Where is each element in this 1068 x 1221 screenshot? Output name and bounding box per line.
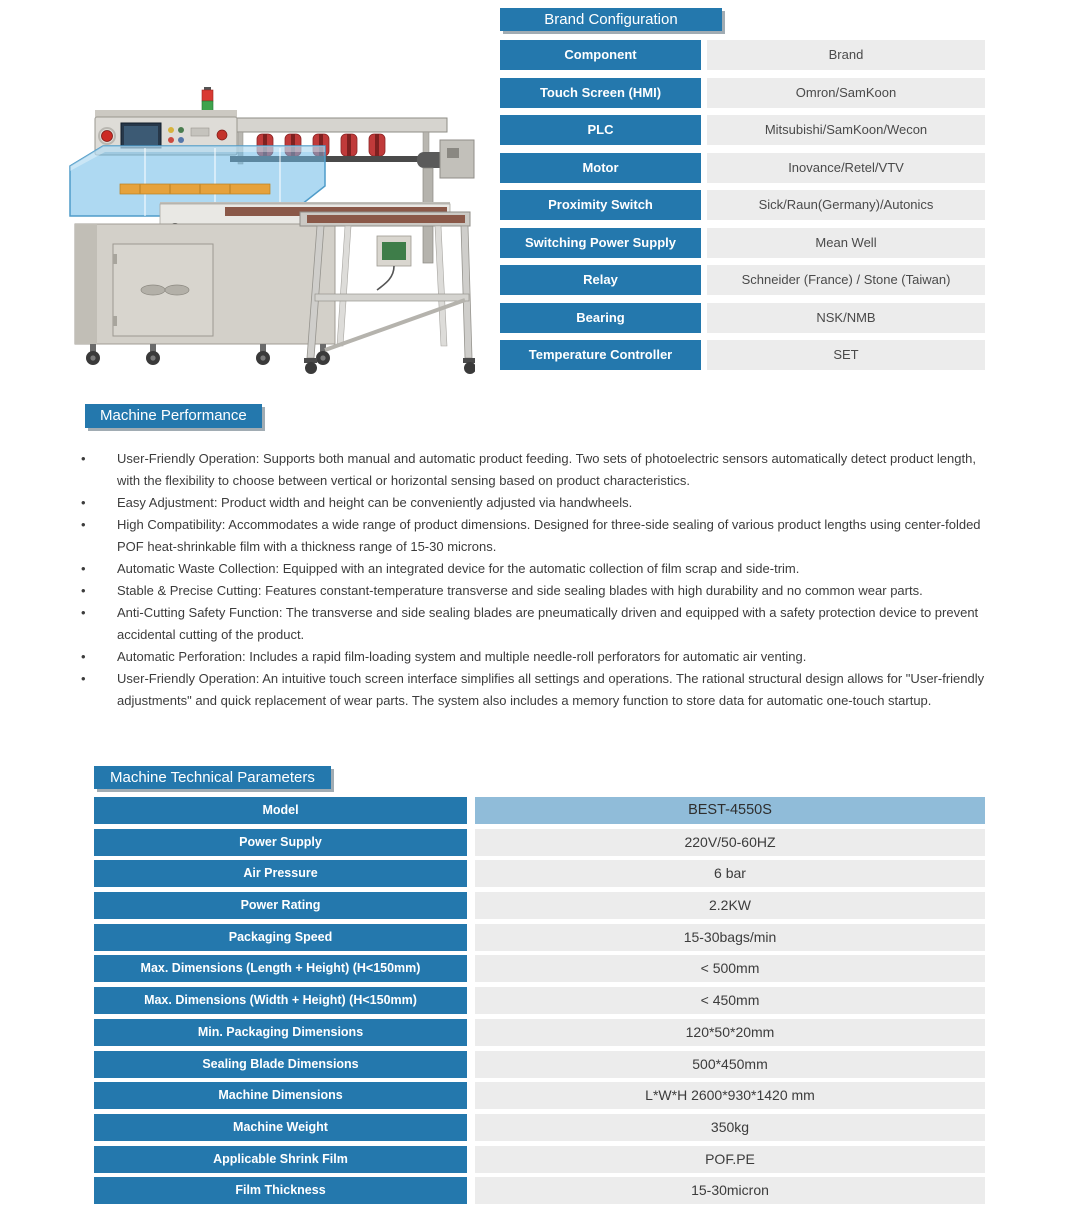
- row-value: 220V/50-60HZ: [475, 829, 985, 856]
- table-row: [500, 303, 985, 333]
- row-value: SET: [707, 340, 985, 370]
- row-label: Max. Dimensions (Length + Height) (H<150mm): [94, 955, 467, 982]
- table-row: [94, 987, 994, 1014]
- brand-configuration-title: Brand Configuration: [500, 8, 722, 31]
- table-row: [94, 829, 994, 856]
- row-value: 6 bar: [475, 860, 985, 887]
- table-row: [94, 1051, 994, 1078]
- performance-bullet: • User-Friendly Operation: Supports both manual and automatic product feeding. Two sets of photoelectric sensors automatically detect product length, with the flexibility to choose between vertical or horizontal sensing based on product characteristics.: [80, 448, 992, 492]
- machine-illustration: [25, 58, 475, 380]
- row-value: L*W*H 2600*930*1420 mm: [475, 1082, 985, 1109]
- performance-bullet: • User-Friendly Operation: An intuitive touch screen interface simplifies all settings and operations. The rational structural design allows for "User-friendly adjustments" and quick replacement of wear parts. The system also includes a memory function to store data for automatic one-touch startup.: [80, 668, 992, 712]
- performance-bullet: • Stable & Precise Cutting: Features constant-temperature transverse and side sealing blades with high durability and no common wear parts.: [80, 580, 992, 602]
- row-value: < 450mm: [475, 987, 985, 1014]
- table-row: [94, 955, 994, 982]
- brand-configuration-section: [500, 8, 985, 370]
- table-row: [94, 860, 994, 887]
- table-row: [500, 190, 985, 220]
- row-label: Max. Dimensions (Width + Height) (H<150mm): [94, 987, 467, 1014]
- row-label: Touch Screen (HMI): [500, 78, 701, 108]
- brand-configuration-table: [500, 40, 985, 370]
- table-row: [500, 153, 985, 183]
- row-label: Machine Dimensions: [94, 1082, 467, 1109]
- row-label: Packaging Speed: [94, 924, 467, 951]
- row-label: Bearing: [500, 303, 701, 333]
- table-row: [500, 115, 985, 145]
- table-row: [94, 1019, 994, 1046]
- machine-cabinet: [75, 224, 335, 365]
- row-label: Min. Packaging Dimensions: [94, 1019, 467, 1046]
- row-value: POF.PE: [475, 1146, 985, 1173]
- caster-wheels: [86, 344, 330, 365]
- row-label: Sealing Blade Dimensions: [94, 1051, 467, 1078]
- performance-bullet: • Automatic Perforation: Includes a rapid film-loading system and multiple needle-roll perforators for automatic air venting.: [80, 646, 992, 668]
- row-value: Brand: [707, 40, 985, 70]
- table-row: [500, 265, 985, 295]
- row-value: 15-30bags/min: [475, 924, 985, 951]
- row-label: Model: [94, 797, 467, 824]
- row-value: Schneider (France) / Stone (Taiwan): [707, 265, 985, 295]
- table-row: [500, 228, 985, 258]
- row-value: NSK/NMB: [707, 303, 985, 333]
- row-value: < 500mm: [475, 955, 985, 982]
- table-row: [94, 797, 994, 824]
- row-value: Mitsubishi/SamKoon/Wecon: [707, 115, 985, 145]
- row-value: 2.2KW: [475, 892, 985, 919]
- technical-parameters-title: Machine Technical Parameters: [94, 766, 331, 789]
- technical-parameters-section: [94, 766, 994, 1209]
- performance-bullet: • Anti-Cutting Safety Function: The transverse and side sealing blades are pneumatically driven and equipped with a safety protection device to prevent accidental cutting of the product.: [80, 602, 992, 646]
- row-label: Motor: [500, 153, 701, 183]
- table-row: [94, 892, 994, 919]
- technical-parameters-table: [94, 797, 994, 1204]
- performance-bullet: • Easy Adjustment: Product width and height can be conveniently adjusted via handwheels.: [80, 492, 992, 514]
- row-value: Sick/Raun(Germany)/Autonics: [707, 190, 985, 220]
- emergency-stop-icon: [102, 131, 113, 142]
- table-row: [94, 1146, 994, 1173]
- film-strip: [120, 184, 270, 194]
- row-value: 15-30micron: [475, 1177, 985, 1204]
- row-value: 350kg: [475, 1114, 985, 1141]
- row-value: Omron/SamKoon: [707, 78, 985, 108]
- row-value: Mean Well: [707, 228, 985, 258]
- performance-bullet-list: [80, 448, 992, 712]
- row-label: Power Rating: [94, 892, 467, 919]
- machine-performance-section: [85, 404, 1005, 712]
- machine-performance-title: Machine Performance: [85, 404, 262, 428]
- table-row: [500, 340, 985, 370]
- row-label: Air Pressure: [94, 860, 467, 887]
- table-row: [94, 1177, 994, 1204]
- table-row: [500, 40, 985, 70]
- table-row: [94, 1114, 994, 1141]
- row-label: Proximity Switch: [500, 190, 701, 220]
- machine-photo: [25, 58, 475, 380]
- row-value: BEST-4550S: [475, 797, 985, 824]
- row-value: Inovance/Retel/VTV: [707, 153, 985, 183]
- row-value: 120*50*20mm: [475, 1019, 985, 1046]
- row-value: 500*450mm: [475, 1051, 985, 1078]
- row-label: Component: [500, 40, 701, 70]
- row-label: Power Supply: [94, 829, 467, 856]
- row-label: Switching Power Supply: [500, 228, 701, 258]
- row-label: Applicable Shrink Film: [94, 1146, 467, 1173]
- row-label: PLC: [500, 115, 701, 145]
- table-row: [500, 78, 985, 108]
- table-row: [94, 924, 994, 951]
- row-label: Film Thickness: [94, 1177, 467, 1204]
- table-row: [94, 1082, 994, 1109]
- row-label: Relay: [500, 265, 701, 295]
- performance-bullet: • Automatic Waste Collection: Equipped with an integrated device for the automatic collection of film scrap and side-trim.: [80, 558, 992, 580]
- row-label: Machine Weight: [94, 1114, 467, 1141]
- row-label: Temperature Controller: [500, 340, 701, 370]
- performance-bullet: • High Compatibility: Accommodates a wide range of product dimensions. Designed for three-side sealing of various product lengths using center-folded POF heat-shrinkable film with a thickness range of 15-30 microns.: [80, 514, 992, 558]
